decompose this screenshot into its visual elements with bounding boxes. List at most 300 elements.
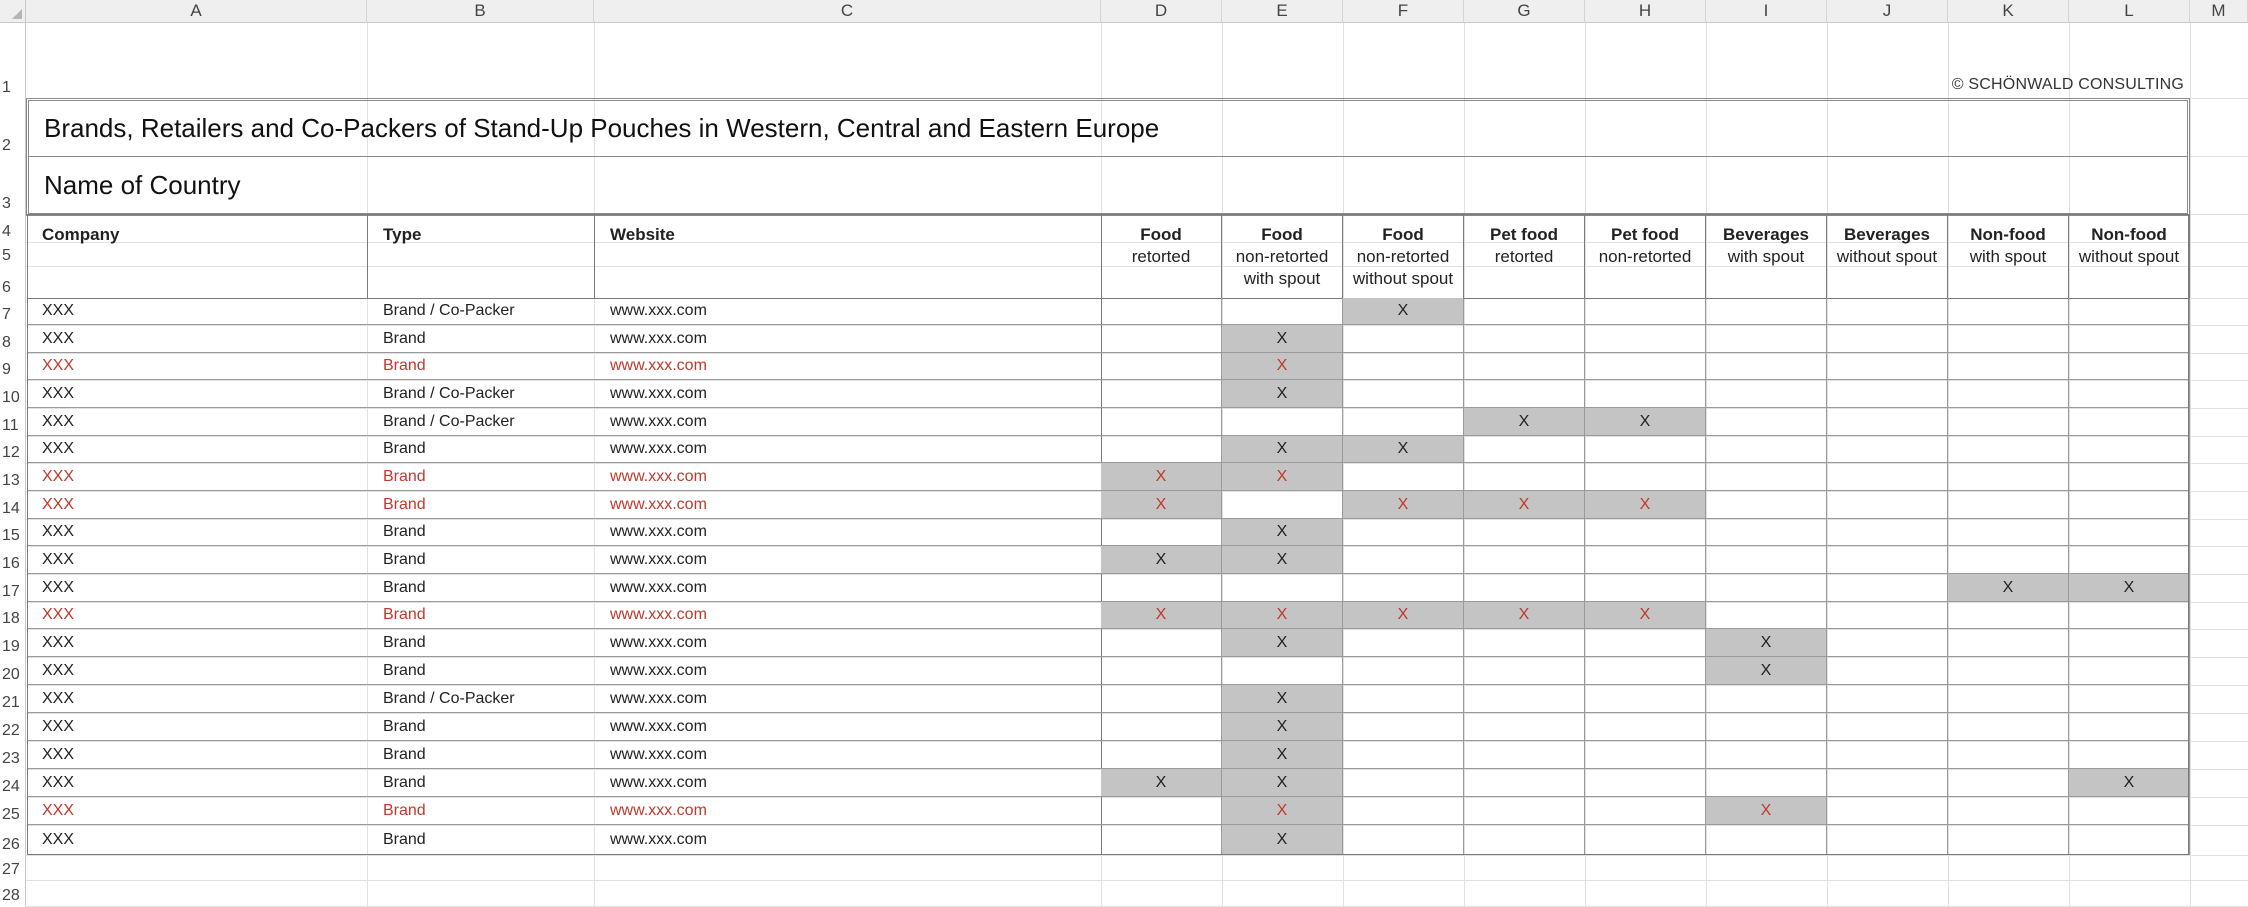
cell-empty[interactable]: [1343, 408, 1464, 436]
cell-empty[interactable]: [1101, 436, 1222, 463]
row-header-14[interactable]: 14: [0, 491, 26, 519]
cell-mark-x[interactable]: X: [1222, 353, 1343, 380]
cell-type[interactable]: Brand: [368, 546, 595, 574]
header-website[interactable]: Website: [595, 214, 1102, 298]
cell-empty[interactable]: [1948, 325, 2069, 353]
cell-empty[interactable]: [1343, 463, 1464, 491]
cell-type[interactable]: Brand: [368, 353, 595, 380]
cell-empty[interactable]: [1948, 436, 2069, 463]
cell-empty[interactable]: [1585, 657, 1706, 685]
cell-empty[interactable]: [1948, 629, 2069, 657]
cell-empty[interactable]: [1706, 685, 1827, 713]
cell-company[interactable]: XXX: [27, 574, 368, 602]
cell-empty[interactable]: [1464, 380, 1585, 408]
cell-type[interactable]: Brand / Co-Packer: [368, 408, 595, 436]
cell-empty[interactable]: [1464, 298, 1585, 325]
cell-empty[interactable]: [1827, 353, 1948, 380]
cell-empty[interactable]: [1222, 574, 1343, 602]
cell-empty[interactable]: [1101, 298, 1222, 325]
row-header-1[interactable]: 1: [0, 23, 26, 98]
cell-empty[interactable]: [1585, 519, 1706, 546]
cell-empty[interactable]: [1706, 380, 1827, 408]
row-header-13[interactable]: 13: [0, 463, 26, 491]
header-category-8[interactable]: [1948, 214, 2069, 298]
cell-type[interactable]: Brand: [368, 491, 595, 519]
cell-empty[interactable]: [1948, 797, 2069, 825]
cell-empty[interactable]: [1827, 741, 1948, 769]
cell-mark-x[interactable]: X: [1222, 546, 1343, 574]
row-header-27[interactable]: 27: [0, 855, 26, 880]
row-header-10[interactable]: 10: [0, 380, 26, 408]
row-header-4[interactable]: 4: [0, 214, 26, 242]
header-category-2[interactable]: [1222, 214, 1343, 298]
cell-empty[interactable]: [1464, 769, 1585, 797]
cell-empty[interactable]: [2069, 298, 2190, 325]
cell-mark-x[interactable]: X: [1222, 325, 1343, 353]
cell-website[interactable]: www.xxx.com: [595, 325, 1102, 353]
cell-company[interactable]: XXX: [27, 825, 368, 855]
cell-company[interactable]: XXX: [27, 408, 368, 436]
cell-mark-x[interactable]: X: [1101, 463, 1222, 491]
header-category-main: Food: [1140, 225, 1182, 244]
row-header-19[interactable]: 19: [0, 629, 26, 657]
cell-company[interactable]: XXX: [27, 713, 368, 741]
cell-empty[interactable]: [2069, 741, 2190, 769]
cell-empty[interactable]: [1585, 797, 1706, 825]
cell-empty[interactable]: [1101, 741, 1222, 769]
cell-empty[interactable]: [1948, 463, 2069, 491]
cell-company[interactable]: XXX: [27, 685, 368, 713]
cell-company[interactable]: XXX: [27, 657, 368, 685]
column-header-k[interactable]: K: [1948, 0, 2069, 23]
row-header-20[interactable]: 20: [0, 657, 26, 685]
row-header-9[interactable]: 9: [0, 353, 26, 380]
cell-mark-x[interactable]: X: [1706, 797, 1827, 825]
cell-mark-x[interactable]: X: [1948, 574, 2069, 602]
cell-empty[interactable]: [2069, 519, 2190, 546]
cell-type[interactable]: Brand: [368, 769, 595, 797]
cell-empty[interactable]: [1101, 380, 1222, 408]
cell-empty[interactable]: [1222, 298, 1343, 325]
cell-empty[interactable]: [1585, 685, 1706, 713]
cell-empty[interactable]: [1827, 685, 1948, 713]
header-type[interactable]: Type: [368, 214, 595, 298]
cell-empty[interactable]: [1948, 685, 2069, 713]
sheet-title[interactable]: Brands, Retailers and Co-Packers of Stand-Up Pouches in Western, Central and Eastern Europe: [44, 112, 1160, 143]
select-all-corner[interactable]: [0, 0, 26, 23]
cell-empty[interactable]: [1464, 685, 1585, 713]
cell-empty[interactable]: [1706, 519, 1827, 546]
cell-empty[interactable]: [1101, 713, 1222, 741]
cell-mark-x[interactable]: X: [1222, 519, 1343, 546]
header-category-3[interactable]: [1343, 214, 1464, 298]
cell-empty[interactable]: [1101, 408, 1222, 436]
cell-empty[interactable]: [2069, 408, 2190, 436]
cell-company[interactable]: XXX: [27, 519, 368, 546]
cell-empty[interactable]: [1948, 408, 2069, 436]
header-company[interactable]: Company: [27, 214, 368, 298]
cell-website[interactable]: www.xxx.com: [595, 629, 1102, 657]
cell-empty[interactable]: [1464, 436, 1585, 463]
cell-mark-x[interactable]: X: [1101, 769, 1222, 797]
cell-empty[interactable]: [1827, 602, 1948, 629]
row-header-16[interactable]: 16: [0, 546, 26, 574]
cell-empty[interactable]: [1827, 408, 1948, 436]
cell-company[interactable]: XXX: [27, 629, 368, 657]
cell-website[interactable]: www.xxx.com: [595, 546, 1102, 574]
column-header-g[interactable]: G: [1464, 0, 1585, 23]
cell-mark-x[interactable]: X: [1222, 769, 1343, 797]
cell-type[interactable]: Brand: [368, 629, 595, 657]
cell-empty[interactable]: [1343, 769, 1464, 797]
cell-empty[interactable]: [1343, 629, 1464, 657]
row-header-17[interactable]: 17: [0, 574, 26, 602]
cell-mark-x[interactable]: X: [1464, 491, 1585, 519]
cell-empty[interactable]: [1585, 546, 1706, 574]
cell-company[interactable]: XXX: [27, 325, 368, 353]
cell-mark-x[interactable]: X: [1101, 602, 1222, 629]
cell-empty[interactable]: [1827, 491, 1948, 519]
cell-empty[interactable]: [1827, 463, 1948, 491]
cell-empty[interactable]: [2069, 657, 2190, 685]
cell-website[interactable]: www.xxx.com: [595, 769, 1102, 797]
cell-mark-x[interactable]: X: [1222, 825, 1343, 855]
cell-empty[interactable]: [1706, 298, 1827, 325]
cell-empty[interactable]: [2069, 602, 2190, 629]
cell-empty[interactable]: [1948, 491, 2069, 519]
cell-empty[interactable]: [1827, 436, 1948, 463]
cell-empty[interactable]: [1222, 408, 1343, 436]
row-header-2[interactable]: 2: [0, 98, 26, 156]
cell-type[interactable]: Brand / Co-Packer: [368, 298, 595, 325]
cell-empty[interactable]: [1706, 463, 1827, 491]
cell-website[interactable]: www.xxx.com: [595, 602, 1102, 629]
cell-mark-x[interactable]: X: [2069, 769, 2190, 797]
column-header-d[interactable]: D: [1101, 0, 1222, 23]
cell-website[interactable]: www.xxx.com: [595, 298, 1102, 325]
cell-empty[interactable]: [2069, 353, 2190, 380]
cell-type[interactable]: Brand: [368, 602, 595, 629]
cell-empty[interactable]: [1343, 685, 1464, 713]
cell-mark-x[interactable]: X: [1585, 602, 1706, 629]
header-category-6[interactable]: [1706, 214, 1827, 298]
cell-empty[interactable]: [1464, 825, 1585, 855]
cell-empty[interactable]: [1585, 463, 1706, 491]
row-header-26[interactable]: 26: [0, 825, 26, 855]
cell-empty[interactable]: [1343, 380, 1464, 408]
cell-mark-x[interactable]: X: [1464, 602, 1585, 629]
country-name[interactable]: Name of Country: [44, 169, 241, 200]
cell-company[interactable]: XXX: [27, 298, 368, 325]
cell-empty[interactable]: [1706, 353, 1827, 380]
cell-empty[interactable]: [1706, 574, 1827, 602]
cell-empty[interactable]: [1585, 741, 1706, 769]
cell-empty[interactable]: [1464, 519, 1585, 546]
cell-company[interactable]: XXX: [27, 797, 368, 825]
column-header-b[interactable]: B: [367, 0, 594, 23]
cell-company[interactable]: XXX: [27, 741, 368, 769]
cell-empty[interactable]: [1464, 657, 1585, 685]
cell-website[interactable]: www.xxx.com: [595, 408, 1102, 436]
cell-empty[interactable]: [1827, 380, 1948, 408]
row-header-28[interactable]: 28: [0, 880, 26, 906]
cell-empty[interactable]: [1343, 825, 1464, 855]
cell-mark-x[interactable]: X: [1222, 463, 1343, 491]
cell-empty[interactable]: [1585, 325, 1706, 353]
cell-type[interactable]: Brand: [368, 463, 595, 491]
cell-empty[interactable]: [2069, 325, 2190, 353]
cell-mark-x[interactable]: X: [1222, 685, 1343, 713]
cell-empty[interactable]: [1343, 657, 1464, 685]
cell-empty[interactable]: [1464, 713, 1585, 741]
header-category-main: Non-food: [2091, 225, 2167, 244]
cell-mark-x[interactable]: X: [1222, 797, 1343, 825]
row-header-5[interactable]: 5: [0, 242, 26, 266]
row-header-11[interactable]: 11: [0, 408, 26, 436]
cell-empty[interactable]: [2069, 685, 2190, 713]
row-header-7[interactable]: 7: [0, 298, 26, 325]
cell-empty[interactable]: [1464, 353, 1585, 380]
cell-empty[interactable]: [1101, 325, 1222, 353]
column-header-e[interactable]: E: [1222, 0, 1343, 23]
row-header-15[interactable]: 15: [0, 519, 26, 546]
cell-mark-x[interactable]: X: [1101, 546, 1222, 574]
cell-mark-x[interactable]: X: [1706, 657, 1827, 685]
cell-mark-x[interactable]: X: [1343, 491, 1464, 519]
cell-empty[interactable]: [1706, 325, 1827, 353]
cell-type[interactable]: Brand: [368, 325, 595, 353]
cell-empty[interactable]: [1101, 825, 1222, 855]
cell-website[interactable]: www.xxx.com: [595, 436, 1102, 463]
cell-empty[interactable]: [1101, 353, 1222, 380]
cell-empty[interactable]: [1343, 574, 1464, 602]
cell-empty[interactable]: [1585, 436, 1706, 463]
header-category-4[interactable]: [1464, 214, 1585, 298]
cell-empty[interactable]: [2069, 463, 2190, 491]
cell-website[interactable]: www.xxx.com: [595, 685, 1102, 713]
cell-type[interactable]: Brand: [368, 436, 595, 463]
cell-empty[interactable]: [1827, 713, 1948, 741]
cell-empty[interactable]: [1343, 546, 1464, 574]
cell-mark-x[interactable]: X: [1222, 713, 1343, 741]
cell-mark-x[interactable]: X: [2069, 574, 2190, 602]
cell-mark-x[interactable]: X: [1101, 491, 1222, 519]
cell-empty[interactable]: [1343, 325, 1464, 353]
cell-empty[interactable]: [1948, 353, 2069, 380]
cell-empty[interactable]: [1948, 713, 2069, 741]
row-header-3[interactable]: 3: [0, 156, 26, 214]
cell-website[interactable]: www.xxx.com: [595, 657, 1102, 685]
cell-website[interactable]: www.xxx.com: [595, 491, 1102, 519]
cell-empty[interactable]: [2069, 546, 2190, 574]
cell-mark-x[interactable]: X: [1222, 629, 1343, 657]
cell-empty[interactable]: [1343, 713, 1464, 741]
cell-empty[interactable]: [1585, 353, 1706, 380]
cell-empty[interactable]: [2069, 491, 2190, 519]
cell-empty[interactable]: [1706, 741, 1827, 769]
column-header-f[interactable]: F: [1343, 0, 1464, 23]
cell-mark-x[interactable]: X: [1585, 408, 1706, 436]
cell-empty[interactable]: [2069, 436, 2190, 463]
cell-website[interactable]: www.xxx.com: [595, 713, 1102, 741]
cell-company[interactable]: XXX: [27, 546, 368, 574]
cell-type[interactable]: Brand: [368, 741, 595, 769]
row-header-12[interactable]: 12: [0, 436, 26, 463]
cell-empty[interactable]: [2069, 629, 2190, 657]
cell-mark-x[interactable]: X: [1222, 741, 1343, 769]
cell-company[interactable]: XXX: [27, 602, 368, 629]
cell-mark-x[interactable]: X: [1343, 436, 1464, 463]
cell-empty[interactable]: [1948, 546, 2069, 574]
cell-empty[interactable]: [1585, 825, 1706, 855]
cell-empty[interactable]: [1827, 546, 1948, 574]
cell-empty[interactable]: [1585, 769, 1706, 797]
cell-empty[interactable]: [1585, 574, 1706, 602]
cell-empty[interactable]: [1343, 519, 1464, 546]
cell-empty[interactable]: [1464, 574, 1585, 602]
cell-empty[interactable]: [1706, 602, 1827, 629]
cell-empty[interactable]: [1827, 769, 1948, 797]
cell-mark-x[interactable]: X: [1222, 380, 1343, 408]
cell-website[interactable]: www.xxx.com: [595, 380, 1102, 408]
cell-empty[interactable]: [2069, 825, 2190, 855]
cell-empty[interactable]: [1948, 741, 2069, 769]
cell-empty[interactable]: [1706, 491, 1827, 519]
column-header-h[interactable]: H: [1585, 0, 1706, 23]
cell-mark-x[interactable]: X: [1706, 629, 1827, 657]
cell-empty[interactable]: [1101, 797, 1222, 825]
cell-empty[interactable]: [1101, 657, 1222, 685]
cell-empty[interactable]: [1464, 325, 1585, 353]
cell-empty[interactable]: [1101, 629, 1222, 657]
cell-empty[interactable]: [1585, 298, 1706, 325]
cell-type[interactable]: Brand / Co-Packer: [368, 685, 595, 713]
cell-empty[interactable]: [1827, 298, 1948, 325]
cell-empty[interactable]: [2069, 380, 2190, 408]
cell-company[interactable]: XXX: [27, 491, 368, 519]
cell-type[interactable]: Brand: [368, 657, 595, 685]
cell-empty[interactable]: [1827, 325, 1948, 353]
cell-company[interactable]: XXX: [27, 380, 368, 408]
cell-empty[interactable]: [1464, 797, 1585, 825]
cell-company[interactable]: XXX: [27, 463, 368, 491]
row-header-23[interactable]: 23: [0, 741, 26, 769]
cell-empty[interactable]: [1948, 298, 2069, 325]
cell-mark-x[interactable]: X: [1222, 436, 1343, 463]
cell-type[interactable]: Brand: [368, 825, 595, 855]
header-category-5[interactable]: [1585, 214, 1706, 298]
cell-empty[interactable]: [1585, 713, 1706, 741]
cell-website[interactable]: www.xxx.com: [595, 519, 1102, 546]
cell-type[interactable]: Brand: [368, 519, 595, 546]
cell-empty[interactable]: [1706, 825, 1827, 855]
column-header-c[interactable]: C: [594, 0, 1101, 23]
cell-empty[interactable]: [1101, 574, 1222, 602]
cell-empty[interactable]: [1343, 741, 1464, 769]
cell-company[interactable]: XXX: [27, 769, 368, 797]
cell-empty[interactable]: [1464, 546, 1585, 574]
cell-empty[interactable]: [1827, 825, 1948, 855]
cell-website[interactable]: www.xxx.com: [595, 463, 1102, 491]
cell-empty[interactable]: [1464, 741, 1585, 769]
cell-empty[interactable]: [1343, 353, 1464, 380]
cell-empty[interactable]: [1101, 519, 1222, 546]
cell-website[interactable]: www.xxx.com: [595, 825, 1102, 855]
row-header-21[interactable]: 21: [0, 685, 26, 713]
cell-empty[interactable]: [1464, 463, 1585, 491]
row-header-25[interactable]: 25: [0, 797, 26, 825]
cell-empty[interactable]: [1706, 769, 1827, 797]
cell-mark-x[interactable]: X: [1343, 602, 1464, 629]
column-header-m[interactable]: M: [2190, 0, 2248, 23]
header-category-9[interactable]: [2069, 214, 2190, 298]
cell-website[interactable]: www.xxx.com: [595, 797, 1102, 825]
header-category-sub1: without spout: [2078, 247, 2180, 266]
cell-empty[interactable]: [1827, 797, 1948, 825]
cell-empty[interactable]: [1706, 546, 1827, 574]
cell-empty[interactable]: [1222, 491, 1343, 519]
cell-type[interactable]: Brand: [368, 797, 595, 825]
column-header-l[interactable]: L: [2069, 0, 2190, 23]
cell-empty[interactable]: [1222, 657, 1343, 685]
cell-website[interactable]: www.xxx.com: [595, 353, 1102, 380]
cell-empty[interactable]: [1343, 797, 1464, 825]
cell-mark-x[interactable]: X: [1222, 602, 1343, 629]
cell-website[interactable]: www.xxx.com: [595, 574, 1102, 602]
header-category-1[interactable]: [1101, 214, 1222, 298]
cell-empty[interactable]: [1706, 408, 1827, 436]
cell-empty[interactable]: [1101, 685, 1222, 713]
cell-empty[interactable]: [1948, 825, 2069, 855]
column-header-j[interactable]: J: [1827, 0, 1948, 23]
cell-empty[interactable]: [1585, 629, 1706, 657]
row-header-18[interactable]: 18: [0, 602, 26, 629]
cell-empty[interactable]: [1948, 380, 2069, 408]
cell-empty[interactable]: [2069, 797, 2190, 825]
cell-empty[interactable]: [1948, 602, 2069, 629]
cell-empty[interactable]: [1585, 380, 1706, 408]
cell-empty[interactable]: [1464, 629, 1585, 657]
header-category-7[interactable]: [1827, 214, 1948, 298]
cell-company[interactable]: XXX: [27, 353, 368, 380]
cell-type[interactable]: Brand / Co-Packer: [368, 380, 595, 408]
cell-empty[interactable]: [1948, 769, 2069, 797]
row-header-6[interactable]: 6: [0, 266, 26, 298]
column-header-i[interactable]: I: [1706, 0, 1827, 23]
cell-type[interactable]: Brand: [368, 713, 595, 741]
cell-empty[interactable]: [1706, 436, 1827, 463]
cell-empty[interactable]: [1948, 519, 2069, 546]
row-header-8[interactable]: 8: [0, 325, 26, 353]
cell-company[interactable]: XXX: [27, 436, 368, 463]
cell-type[interactable]: Brand: [368, 574, 595, 602]
cell-empty[interactable]: [1706, 713, 1827, 741]
cell-mark-x[interactable]: X: [1464, 408, 1585, 436]
cell-empty[interactable]: [1827, 519, 1948, 546]
cell-empty[interactable]: [2069, 713, 2190, 741]
cell-empty[interactable]: [1948, 657, 2069, 685]
row-header-24[interactable]: 24: [0, 769, 26, 797]
column-header-a[interactable]: A: [26, 0, 367, 23]
header-category-sub1: with spout: [1969, 247, 2047, 266]
cell-mark-x[interactable]: X: [1343, 298, 1464, 325]
cell-empty[interactable]: [1827, 574, 1948, 602]
cell-empty[interactable]: [1827, 657, 1948, 685]
cell-empty[interactable]: [1827, 629, 1948, 657]
cell-mark-x[interactable]: X: [1585, 491, 1706, 519]
row-header-22[interactable]: 22: [0, 713, 26, 741]
cell-website[interactable]: www.xxx.com: [595, 741, 1102, 769]
